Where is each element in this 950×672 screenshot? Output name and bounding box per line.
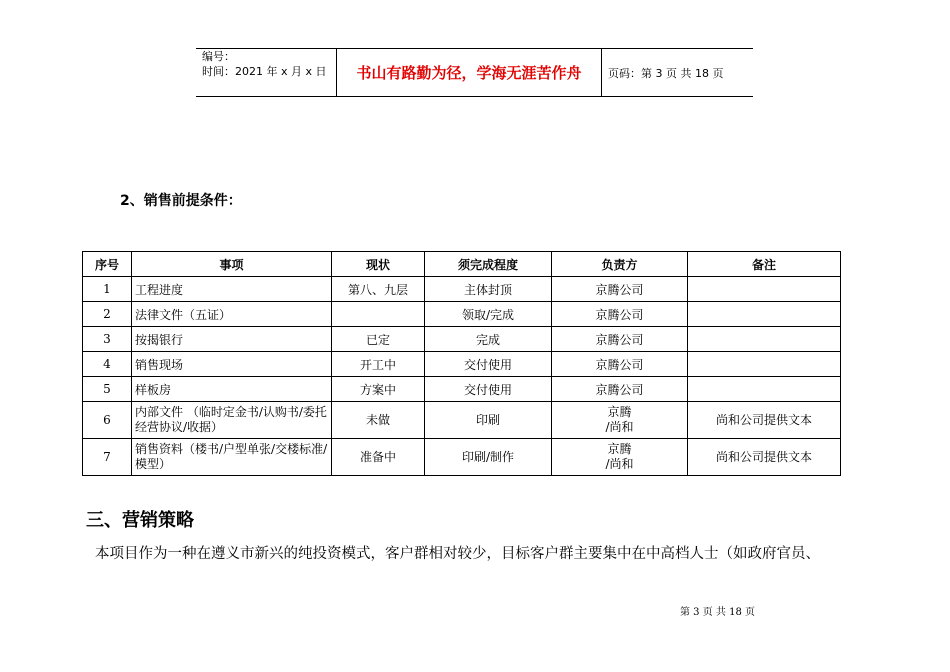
body-paragraph: 本项目作为一种在遵义市新兴的纯投资模式，客户群相对较少，目标客户群主要集中在中高档人士（如政府官员、 — [95, 546, 820, 562]
header-item: 事项 — [132, 252, 332, 277]
cell-owner: 京腾公司 — [552, 352, 688, 377]
cell-level: 完成 — [425, 327, 552, 352]
table-row — [83, 352, 841, 377]
cell-note — [688, 327, 841, 352]
number-label: 编号： — [202, 50, 235, 63]
header-owner: 负责方 — [552, 252, 688, 277]
table-row — [83, 277, 841, 302]
cell-owner: 京腾公司 — [552, 377, 688, 402]
cell-note: 尚和公司提供文本 — [688, 439, 841, 476]
cell-status: 已定 — [332, 327, 425, 352]
cell-note — [688, 352, 841, 377]
cell-no: 5 — [83, 377, 132, 402]
page-header — [196, 48, 753, 97]
cell-no: 7 — [83, 439, 132, 476]
cell-owner: 京腾公司 — [552, 327, 688, 352]
cell-item: 销售现场 — [132, 352, 332, 377]
cell-status: 未做 — [332, 402, 425, 439]
cell-level: 交付使用 — [425, 377, 552, 402]
cell-item: 工程进度 — [132, 277, 332, 302]
header-note: 备注 — [688, 252, 841, 277]
cell-no: 1 — [83, 277, 132, 302]
cell-item: 销售资料（楼书/户型单张/交楼标准/模型） — [132, 439, 332, 476]
cell-level: 印刷/制作 — [425, 439, 552, 476]
header-page-code: 页码：第 3 页 共 18 页 — [608, 67, 724, 80]
cell-no: 2 — [83, 302, 132, 327]
sales-conditions-table — [82, 251, 841, 476]
table-row — [83, 302, 841, 327]
cell-status: 方案中 — [332, 377, 425, 402]
cell-level: 交付使用 — [425, 352, 552, 377]
cell-status — [332, 302, 425, 327]
cell-level: 领取/完成 — [425, 302, 552, 327]
section-3-title: 三、营销策略 — [86, 510, 194, 531]
header-status: 现状 — [332, 252, 425, 277]
table-row — [83, 439, 841, 476]
cell-item: 内部文件 （临时定金书/认购书/委托经营协议/收据） — [132, 402, 332, 439]
cell-item: 法律文件（五证） — [132, 302, 332, 327]
cell-note: 尚和公司提供文本 — [688, 402, 841, 439]
cell-note — [688, 377, 841, 402]
cell-owner: 京腾公司 — [552, 302, 688, 327]
cell-level: 主体封顶 — [425, 277, 552, 302]
header-level: 须完成程度 — [425, 252, 552, 277]
table-row — [83, 402, 841, 439]
section-2-title: 2、销售前提条件： — [120, 193, 242, 209]
cell-no: 4 — [83, 352, 132, 377]
table-header-row — [83, 252, 841, 277]
cell-status: 开工中 — [332, 352, 425, 377]
cell-status: 第八、九层 — [332, 277, 425, 302]
cell-owner: 京腾 /尚和 — [552, 439, 688, 476]
cell-item: 样板房 — [132, 377, 332, 402]
cell-no: 6 — [83, 402, 132, 439]
header-motto: 书山有路勤为径，学海无涯苦作舟 — [337, 49, 602, 96]
header-no: 序号 — [83, 252, 132, 277]
header-info — [196, 49, 337, 96]
cell-note — [688, 277, 841, 302]
table-row — [83, 327, 841, 352]
page-footer: 第 3 页 共 18 页 — [680, 607, 755, 618]
cell-owner: 京腾公司 — [552, 277, 688, 302]
cell-status: 准备中 — [332, 439, 425, 476]
cell-level: 印刷 — [425, 402, 552, 439]
table-row — [83, 377, 841, 402]
cell-item: 按揭银行 — [132, 327, 332, 352]
cell-no: 3 — [83, 327, 132, 352]
cell-owner: 京腾 /尚和 — [552, 402, 688, 439]
time-label: 时间：2021 年 x 月 x 日 — [202, 65, 327, 78]
cell-note — [688, 302, 841, 327]
